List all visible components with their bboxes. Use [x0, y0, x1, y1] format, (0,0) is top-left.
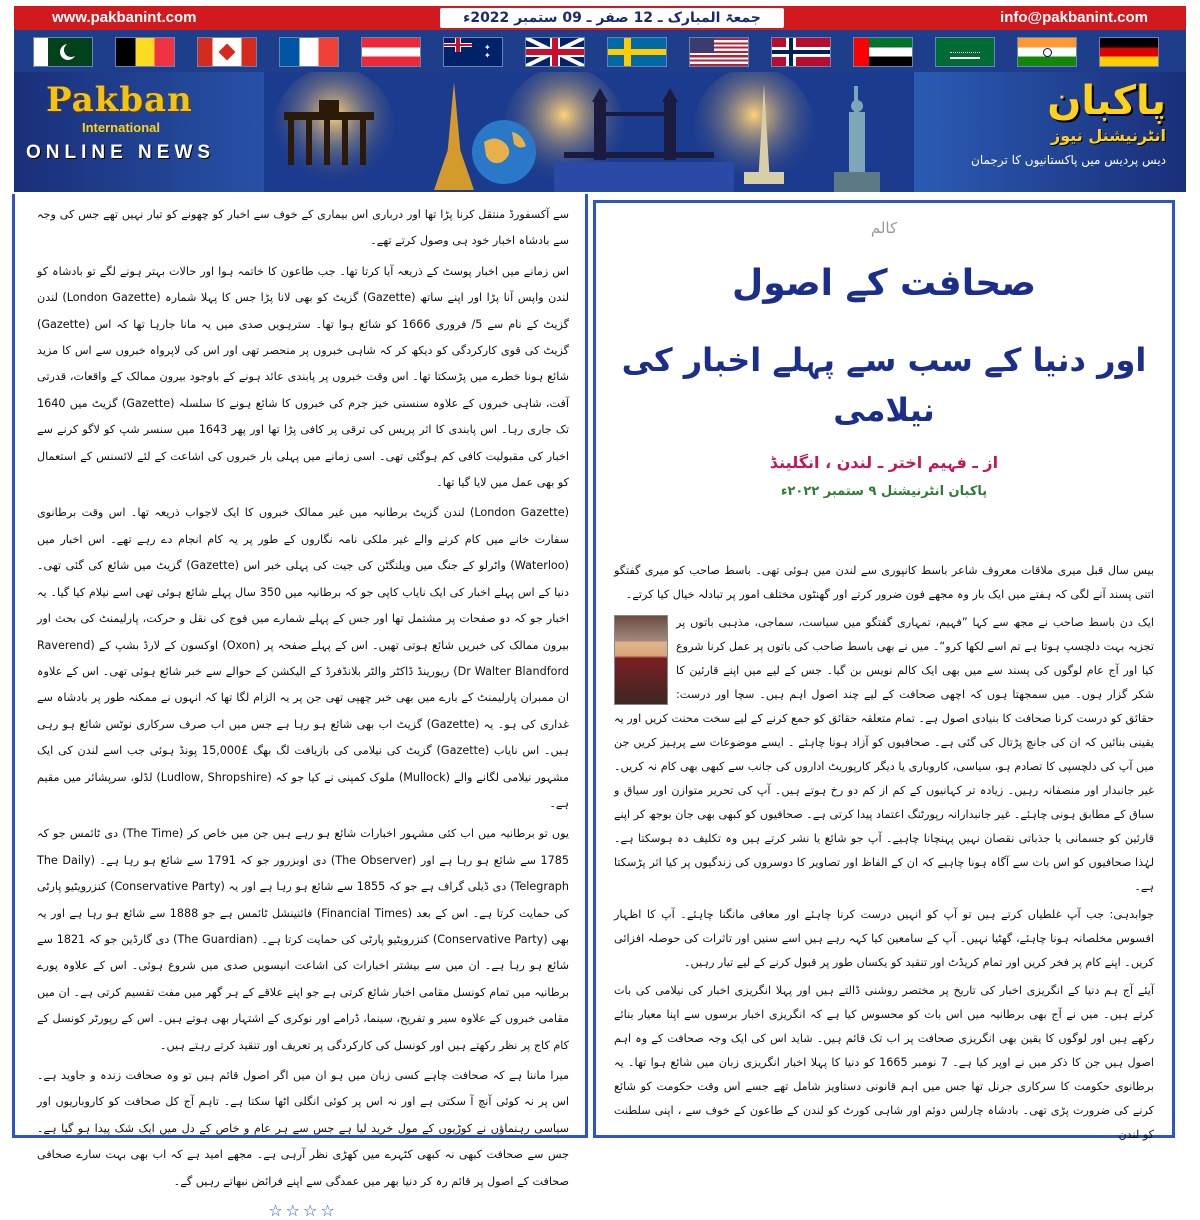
- urdu-logo[interactable]: [896, 78, 1166, 186]
- publication-date: پاکبان انٹرنیشنل ۹ ستمبر ۲۰۲۲ء: [780, 484, 988, 499]
- urdu-logo-sub: انٹرنیشنل نیوز: [1051, 126, 1166, 145]
- globe-icon: [472, 120, 536, 184]
- pakban-logo[interactable]: [26, 80, 288, 184]
- column-category: کالم: [870, 219, 898, 237]
- email-link[interactable]: info@pakbanint.com: [1000, 9, 1148, 26]
- flag-france-icon: [280, 38, 338, 66]
- website-link[interactable]: www.pakbanint.com: [52, 9, 197, 26]
- masthead-banner: [14, 72, 1186, 192]
- flag-saudi-arabia-icon: [936, 38, 994, 66]
- article-paragraph: جوابدہی: جب آپ غلطیاں کرتے ہیں تو آپ کو انہیں درست کرنا چاہئے اور معافی مانگنا چاہئے۔ آپ کا اظہار افسوس مخلصانہ ہونا چاہئے، گھٹیا نہیں۔ آپ کے سامعین کیا کہہ رہے ہیں اسے سنیں اور تاثرات کی حوصلہ افزائی کریں۔ اپنے کام پر فخر کریں اور تمام کریڈٹ اور تنقید کو یکساں طور پر قبول کرنے کے لیے تیار رہیں۔: [614, 908, 1154, 969]
- article-paragraph: یوں تو برطانیہ میں اب کئی مشہور اخبارات شائع ہو رہے ہیں جن میں خاص کر (The Time) دی ٹائمس جو کہ 1785 سے شائع ہو رہا ہے اور (The Observer) دی اوبزرور جو کہ 1791 سے شائع ہو رہا ہے۔ (The Daily Telegraph) دی ڈیلی گراف ہے جو کہ 1855 سے شائع ہو رہا ہے اور یہ (Conservative Party) کنزرویٹیو پارٹی کی حمایت کرتا ہے۔ اس کے بعد (Financial Times) فائنینشل ٹائمس ہے جو 1888 سے شائع ہو رہا ہے اور یہ بھی (Conservative Party) کنزرویٹیو پارٹی کی حمایت کرتا ہے۔ (The Guardian) دی گارڈین جو کہ 1821 سے شائع ہو رہا ہے۔ ان میں سے بیشتر اخبارات کی اشاعت انیسویں صدی میں شروع ہوئی۔ اس کے علاوہ پورے برطانیہ میں تمام کونسل مقامی اخبار شائع کرتی ہے جو اپنے علاقے کے ہر گھر میں مفت تقسیم کرتی ہے۔ ان میں مقامی خبروں کے علاوہ سیر و تفریح، سینما، ڈرامے اور نوکری کے اشتہار بھی ہوتے ہیں۔ اس کے رپورٹر کونسل کے کام کاج پر نظر رکھتے ہیں اور کونسل کی کارکردگی پر تعریف اور تنقید کرتے رہتے ہیں۔: [37, 827, 570, 1052]
- flag-india-icon: [1018, 38, 1076, 66]
- urdu-logo-name: پاکبان: [1047, 78, 1166, 124]
- logo-name: Pakban: [46, 80, 193, 120]
- article-column-left: [12, 194, 588, 1220]
- flag-austria-icon: [362, 38, 420, 66]
- flag-sweden-icon: [608, 38, 666, 66]
- flag-pakistan-icon: [34, 38, 92, 66]
- landmarks-illustration: [264, 72, 914, 192]
- article-paragraph: اس زمانے میں اخبار پوسٹ کے ذریعہ آیا کرتا تھا۔ جب طاعون کا خاتمہ ہوا اور حالات بہتر ہونے لگے تو بادشاہ کو لندن واپس آنا پڑا اور اپنے ساتھ (Gazette) گزیٹ کو بھی لانا پڑا جس کا پہلا شمارہ (London Gazette) لندن گزیٹ کے نام سے 5/ فروری 1666 کو شائع ہوا تھا۔ سترہویں صدی میں یہ مانا جارہا تھا کہ اس (Gazette) گزیٹ کی قوی کارکردگی کو دیکھ کر کہ شاہی خبروں پر منحصر تھی اور اس کی لاپرواہ خبروں سے اس کا مزید شائع ہونا خطرے میں پڑسکتا تھا۔ اس وقت خبروں پر پابندی عائد ہونے کے باوجود بیرون ممالک کے واقعات، قدرتی آفت، شاہی خبروں کے علاوہ سنسنی خیز جرم کی خبروں کا شائع ہونے کا سلسلہ (Gazette) گزیٹ میں 1640 تک جاری رہا۔ اس پابندی کا اثر پریس کی ترقی پر کافی پڑا تھا اور پھر 1643 میں سنسر شپ کو لاگو کرنے سے اخبار کی مقبولیت کافی کم ہوگئی تھی۔ اسی زمانے میں پہلی بار خبروں کی اشاعت کے لئے لائسنس کے استعمال کو بھی عمل میں لایا گیا تھا۔: [37, 264, 570, 490]
- author-photo: [614, 615, 668, 705]
- article-paragraph: میرا ماننا ہے کہ صحافت چاہے کسی زبان میں ہو ان میں اگر اصول قائم ہیں تو وہ صحافت زندہ و جاوید ہے۔ اس پر نہ کوئی آنچ آ سکتی ہے اور نہ اس پر کوئی انگلی اٹھا سکتا ہے۔ تاہم آج کل صحافت کو کاروباریوں اور سیاسی رہنماؤں نے کوڑیوں کے مول خرید لیا ہے جس سے ہر عام و خاص کے دل میں ایک شک پیدا ہو گیا ہے۔ جس سے صحافت کبھی نہ کبھی کٹہرے میں کھڑی نظر آرہی ہے۔ مجھے امید ہے کہ اب بھی بہت سارے صحافی صحافت کے اصول پر قائم رہ کر دنیا بھر میں عمدگی سے اپنے فرائض نبھاتے رہیں گے۔: [37, 1069, 569, 1188]
- logo-online-news: ONLINE NEWS: [26, 142, 216, 163]
- article-paragraph: بیس سال قبل میری ملاقات معروف شاعر باسط کانپوری سے لندن میں ہوئی تھی۔ باسط صاحب کو میری گفتگو اتنی پسند آنے لگی کہ ہفتے میں ایک بار وہ مجھے فون ضرور کرتے اور گھنٹوں مختلف امور پر تبادلہ خیال کیا کرتے۔: [614, 564, 1154, 601]
- urdu-logo-tagline: دیس پردیس میں پاکستانیوں کا ترجمان: [971, 153, 1166, 167]
- flag-canada-icon: [198, 38, 256, 66]
- article-title-line2: اور دنیا کے سب سے پہلے اخبار کی نیلامی: [621, 341, 1147, 429]
- article-paragraph: ایک دن باسط صاحب نے مجھ سے کہا ”فہیم، تمہاری گفتگو میں سیاست، سماجی، مذہبی باتوں پر تجزیہ بہت دلچسپ ہوتا ہے تم اسے لکھا کرو“۔ میں نے بھی باسط صاحب کی باتوں پر عمل کرنا شروع کیا اور آج عام لوگوں کی پسند سے میں بھی ایک کالم نویس بن گیا۔ جس کے لیے میں اپنے قارئین کا شکر گزار ہوں۔ میں سمجھتا ہوں کہ اچھی صحافت کے لیے چند اصول اہم ہیں۔ سچا اور درست: حقائق کو درست کرنا صحافت کا بنیادی اصول ہے۔ تمام متعلقہ حقائق کو جمع کرنے کے لیے سخت محنت کریں اور یہ یقینی بنائیں کہ ان کی جانچ پڑتال کی گئی ہے۔ صحافیوں کو آزاد ہونا چاہئے ۔ ایسے موضوعات سے پرہیز کریں جن میں آپ کی دلچسپی کا تصادم ہو، سیاسی، کاروباری یا دیگر کارپوریٹ اداروں کی جانب سے کبھی بھی کام نہ کریں۔ غیر جانبدار اور منصفانہ رہیں۔ زیادہ تر کہانیوں کے کم از کم دو رخ ہوتے ہیں۔ آپ کی تحریر متوازن اور سیاق و سباق کے مطابق ہونی چاہئے۔ غیر جانبدارانہ رپورٹنگ اعتماد پیدا کرتی ہے۔ صحافیوں کو کبھی بھی جان بوجھ کر اپنے قارئین کو جسمانی یا جذباتی نقصان نہیں پہنچانا چاہیے۔ آپ جو شائع یا نشر کرتے ہیں وہ تکلیف دہ ہوسکتا ہے۔ لہٰذا صحافیوں کو اس بات سے آگاہ ہونا چاہیے کہ ان کے الفاظ اور تصاویر کا دوسروں کی زندگیوں پر کیا اثر پڑسکتا ہے۔: [614, 616, 1154, 893]
- flag-uae-icon: [854, 38, 912, 66]
- flag-united-states-icon: [690, 38, 748, 66]
- article-paragraph: سے آکسفورڈ منتقل کرنا پڑا تھا اور درباری اس بیماری کے خوف سے اخبار کو چھونے کو تیار نہیں تھے جس کی وجہ سے بادشاہ اخبار خود ہی وصول کرتے تھے۔: [37, 208, 569, 248]
- article-title-line1: صحافت کے اصول: [732, 263, 1036, 304]
- flag-belgium-icon: [116, 38, 174, 66]
- article-paragraph: آیئے آج ہم دنیا کے انگریزی اخبار کی تاریخ پر مختصر روشنی ڈالتے ہیں اور پہلا انگریزی اخبار کی نیلامی کی بات کرتے ہیں۔ میں نے آج بھی برطانیہ میں اس بات کو محسوس کیا ہے کہ انگریزی اخبار برسوں سے اپنا معیار بنائے رکھے ہیں اور لوگوں کا یقین بھی انگریزی صحافت پر اب تک قائم ہیں۔ شاید اس کی ایک وجہ صحافت کے وہ اہم اصول ہیں جن کا ذکر میں نے اوپر کیا ہے۔ 7 نومبر 1665 کو دنیا کا پہلا اخبار انگریزی زبان میں شائع ہوا تھا۔ یہ برطانوی حکومت کا سرکاری جرنل تھا جس میں اہم قانونی دستاویز شامل تھے جسے اس وقت حکومت کو شائع کرنے کی ضرورت پڑی تھی۔ بادشاہ چارلس دوئم اور شاہی کورٹ کو لندن کے طاعون کے خوف سے ، اپنی سلطنت کو لندن: [614, 984, 1154, 1141]
- top-bar: [14, 6, 1186, 30]
- article-paragraph: (London Gazette) لندن گزیٹ برطانیہ میں غیر ممالک خبروں کا ایک لاجواب ذریعہ تھا۔ اس وقت برطانوی سفارت خانے میں کام کرنے والے غیر ملکی نامہ نگاروں کے طور پر یہ کام انجام دے رہے تھے۔ اس اخبار میں (Waterloo) واٹرلو کے جنگ میں ویلنگٹن کی جیت کی پہلی خبر اس (Gazette) گزیٹ میں شائع کی گئی تھی۔ دنیا کے اس پہلے اخبار کی ایک نایاب کاپی جو کہ برطانیہ میں 350 سال پہلے شائع ہوئی تھی اسے نیلام کیا گیا۔ یہ اخبار جو کہ دو صفحات پر مشتمل تھا اور جس کے پہلے شمارے میں فوج کی نقل و حرکت، پارلیمنٹ کی بحث اور بیرون ممالک کی خبریں شائع ہوتی تھیں۔ اس کے پہلے صفحہ پر (Oxon) اوکسون کے لارڈ بشپ کے (Raverend Dr Walter Blandford) ریورینڈ ڈاکٹر والٹر بلانڈفرڈ کے الیکشن کے حوالے سے خبر شائع ہوئی تھی۔ اس کے علاوہ ان ممبران پارلیمنٹ کے بارے میں بھی خبر چھپی تھی جن پر یہ الزام لگا تھا کہ انہوں نے ممکنہ طور پر بادشاہ سے غداری کی ہو۔ یہ (Gazette) گزیٹ اب بھی شائع ہو رہا ہے جس میں اب صرف سرکاری نوٹس شائع ہو رہی ہیں۔ اس نایاب (Gazette) گزیٹ کی نیلامی کی بازیافت لگ بھگ £15,000 پونڈ ہوئی جب اسے لندن کی ایک مشہور نیلامی لگانے والے (Mullock) ملوک کمپنی نے کیا جو کہ (Ludlow, Shropshire) لڈلو، سرپشائر میں مقیم ہے۔: [37, 506, 569, 810]
- end-stars: ☆☆☆☆: [268, 1201, 338, 1220]
- flag-norway-icon: [772, 38, 830, 66]
- flags-bar: [14, 30, 1186, 72]
- article-body: [614, 559, 1154, 1147]
- issue-date: جمعۃ المبارک ـ 12 صفر ـ 09 ستمبر 2022ء: [440, 8, 784, 28]
- article-author: از ـ فہیم اختر ـ لندن ، انگلینڈ: [769, 453, 999, 472]
- flag-united-kingdom-icon: [526, 38, 584, 66]
- logo-international: International: [82, 120, 161, 135]
- flag-australia-icon: ✦ ✦: [444, 38, 502, 66]
- article-column-right: [593, 200, 1175, 1141]
- flag-germany-icon: [1100, 38, 1158, 66]
